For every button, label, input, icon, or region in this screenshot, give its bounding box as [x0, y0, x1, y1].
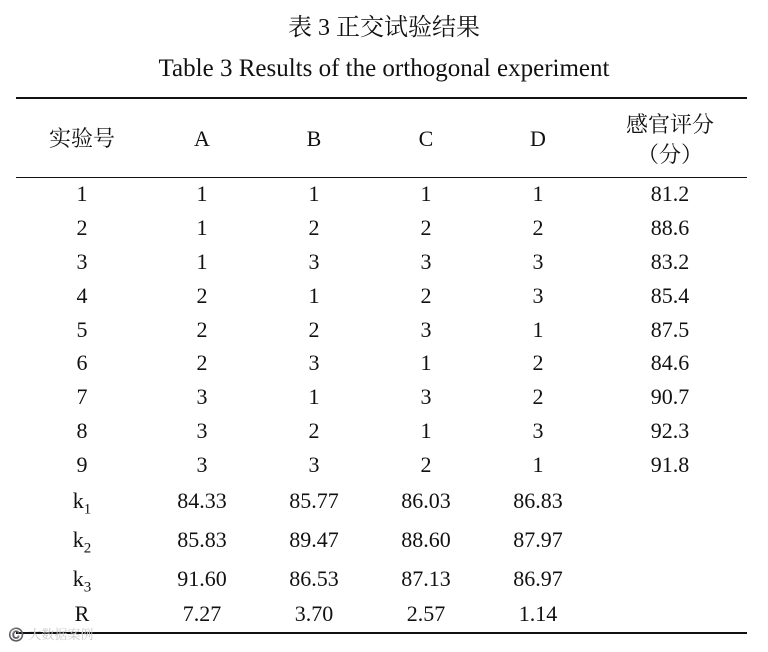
header-factor-c: C [418, 126, 434, 151]
header-score-line1: 感官评分 [625, 112, 714, 137]
header-factor-d: D [530, 126, 546, 151]
cell-a: 2 [196, 350, 208, 375]
cell-score: 90.7 [650, 384, 690, 409]
summary-b: 85.77 [289, 488, 339, 513]
cell-d: 3 [532, 283, 544, 308]
summary-label [42, 487, 122, 523]
header-factor-a: A [194, 126, 210, 151]
cell-run: 2 [76, 215, 88, 240]
summary-b: 3.70 [294, 601, 334, 626]
cell-b: 3 [308, 350, 320, 375]
summary-label-subscript: 3 [83, 579, 92, 596]
summary-label-main: k [72, 527, 84, 552]
summary-a: 84.33 [177, 488, 227, 513]
cell-d: 3 [532, 249, 544, 274]
cell-run: 6 [76, 350, 88, 375]
cell-d: 2 [532, 215, 544, 240]
summary-label-main: R [74, 601, 90, 626]
table-caption-chinese: 表 3 正交试验结果 [288, 15, 480, 41]
cell-b: 2 [308, 215, 320, 240]
cell-b: 1 [308, 181, 320, 206]
summary-c: 86.03 [401, 488, 451, 513]
cell-score: 88.6 [650, 215, 690, 240]
cell-score: 81.2 [650, 181, 690, 206]
summary-c: 2.57 [406, 601, 446, 626]
summary-c: 88.60 [401, 527, 451, 552]
cell-d: 3 [532, 418, 544, 443]
cell-c: 2 [420, 215, 432, 240]
summary-d: 86.97 [513, 566, 563, 591]
cell-run: 1 [76, 181, 88, 206]
cell-b: 3 [308, 249, 320, 274]
summary-b: 89.47 [289, 527, 339, 552]
cell-run: 9 [76, 452, 88, 477]
watermark: ©️ 大数据案例 [8, 628, 94, 643]
cell-score: 91.8 [650, 452, 690, 477]
header-sensory-score [610, 110, 730, 170]
cell-d: 2 [532, 350, 544, 375]
cell-score: 83.2 [650, 249, 690, 274]
cell-c: 2 [420, 283, 432, 308]
summary-a: 85.83 [177, 527, 227, 552]
cell-run: 8 [76, 418, 88, 443]
cell-run: 4 [76, 283, 88, 308]
summary-a: 7.27 [182, 601, 222, 626]
table-bottom-rule [16, 632, 747, 634]
summary-label-subscript: 2 [83, 540, 92, 557]
cell-a: 3 [196, 418, 208, 443]
header-score-line2: （分） [636, 142, 703, 167]
summary-label-subscript: 1 [83, 501, 92, 518]
cell-score: 85.4 [650, 283, 690, 308]
cell-b: 2 [308, 317, 320, 342]
cell-c: 3 [420, 249, 432, 274]
summary-label-main: k [72, 566, 84, 591]
cell-b: 2 [308, 418, 320, 443]
cell-d: 1 [532, 181, 544, 206]
summary-d: 1.14 [518, 601, 558, 626]
cell-run: 5 [76, 317, 88, 342]
table-top-rule [16, 97, 747, 99]
cell-a: 1 [196, 215, 208, 240]
cell-d: 1 [532, 452, 544, 477]
cell-d: 1 [532, 317, 544, 342]
cell-score: 87.5 [650, 317, 690, 342]
table-caption-english: Table 3 Results of the orthogonal experiment [158, 55, 610, 82]
summary-d: 86.83 [513, 488, 563, 513]
cell-b: 1 [308, 283, 320, 308]
summary-label-main: k [72, 488, 84, 513]
summary-b: 86.53 [289, 566, 339, 591]
summary-label [42, 526, 122, 562]
cell-a: 1 [196, 181, 208, 206]
cell-c: 1 [420, 418, 432, 443]
cell-a: 3 [196, 384, 208, 409]
cell-c: 3 [420, 317, 432, 342]
cell-score: 92.3 [650, 418, 690, 443]
cell-a: 2 [196, 283, 208, 308]
cell-a: 1 [196, 249, 208, 274]
cell-c: 1 [420, 181, 432, 206]
cell-score: 84.6 [650, 350, 690, 375]
cell-d: 2 [532, 384, 544, 409]
cell-run: 3 [76, 249, 88, 274]
cell-run: 7 [76, 384, 88, 409]
summary-a: 91.60 [177, 566, 227, 591]
cell-b: 1 [308, 384, 320, 409]
summary-c: 87.13 [401, 566, 451, 591]
cell-c: 2 [420, 452, 432, 477]
cell-b: 3 [308, 452, 320, 477]
table-header-rule [16, 177, 747, 178]
summary-label [42, 565, 122, 601]
cell-a: 2 [196, 317, 208, 342]
cell-a: 3 [196, 452, 208, 477]
header-run: 实验号 [48, 126, 115, 151]
cell-c: 1 [420, 350, 432, 375]
summary-d: 87.97 [513, 527, 563, 552]
cell-c: 3 [420, 384, 432, 409]
header-factor-b: B [306, 126, 322, 151]
